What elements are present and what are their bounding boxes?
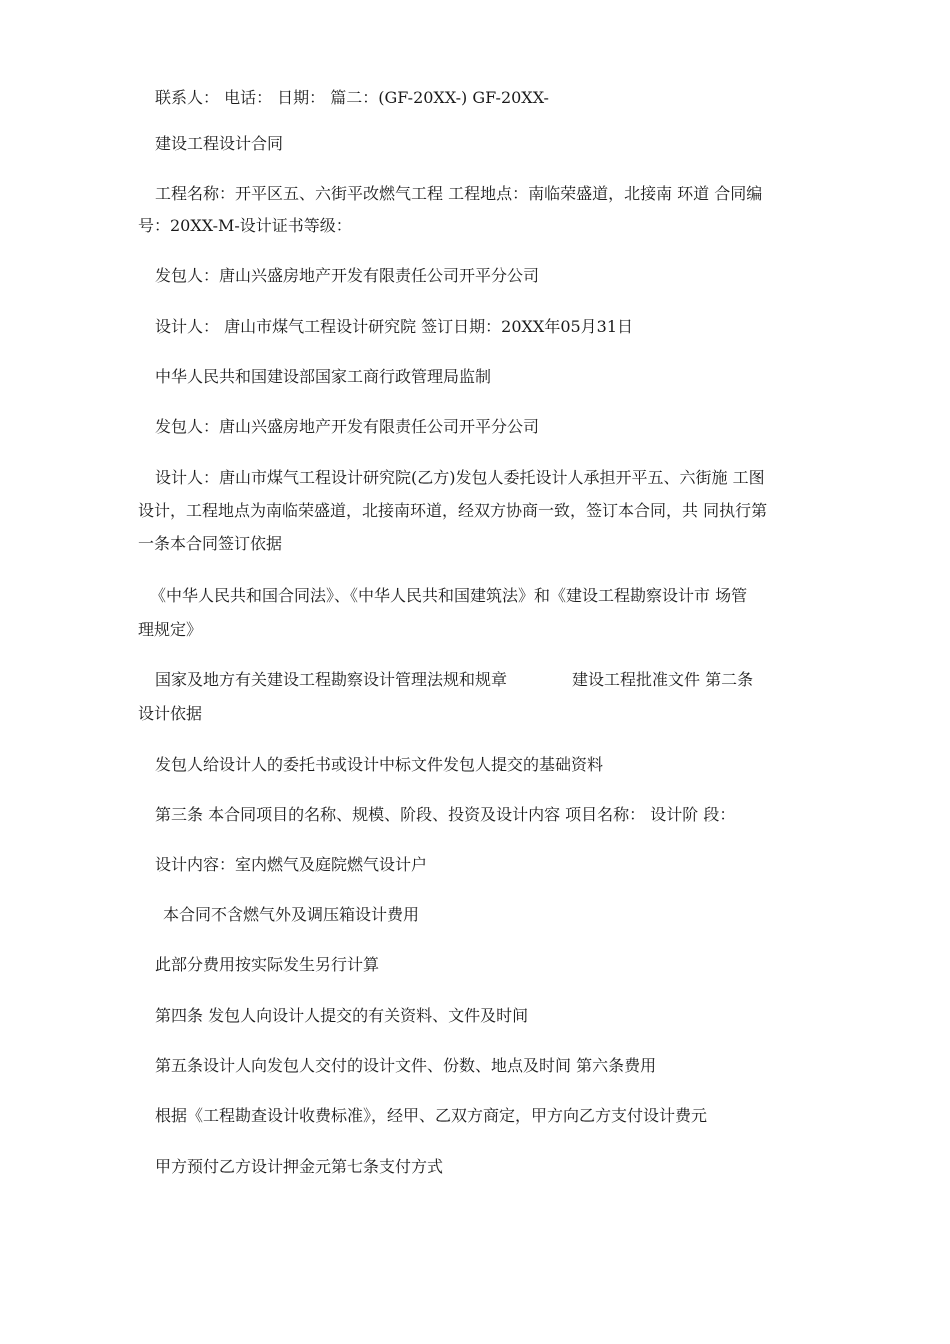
- design-content-line: 设计内容：室内燃气及庭院燃气设计户: [155, 855, 428, 874]
- designer-paragraph-line-2: 设计，工程地点为南临荣盛道，北接南环道，经双方协商一致，签订本合同，共 同执行第: [138, 501, 768, 520]
- contract-title: 建设工程设计合同: [155, 134, 284, 153]
- project-info-line-1: 工程名称：开平区五、六街平改燃气工程 工程地点：南临荣盛道，北接南 环道 合同编: [155, 184, 763, 203]
- approval-docs-line: 建设工程批准文件 第二条: [572, 670, 754, 689]
- designer-sign-date-line: 设计人： 唐山市煤气工程设计研究院 签订日期：20XX年05月31日: [155, 317, 634, 336]
- laws-line-2: 理规定》: [138, 620, 203, 639]
- employer-line-2: 发包人：唐山兴盛房地产开发有限责任公司开平分公司: [155, 417, 540, 436]
- employer-line: 发包人：唐山兴盛房地产开发有限责任公司开平分公司: [155, 266, 540, 285]
- article-five-six-line: 第五条设计人向发包人交付的设计文件、份数、地点及时间 第六条费用: [155, 1056, 657, 1075]
- design-basis-heading: 设计依据: [138, 704, 203, 723]
- laws-line-1: 《中华人民共和国合同法》、《中华人民共和国建筑法》和《建设工程勘察设计市 场管: [150, 586, 748, 605]
- designer-paragraph-line-3: 一条本合同签订依据: [138, 534, 283, 553]
- supervisor-line: 中华人民共和国建设部国家工商行政管理局监制: [155, 367, 492, 386]
- contact-line: 联系人： 电话： 日期： 篇二：(GF-20XX-) GF-20XX-: [155, 88, 549, 107]
- article-three-line: 第三条 本合同项目的名称、规模、阶段、投资及设计内容 项目名称： 设计阶 段：: [155, 805, 736, 824]
- regulations-line: 国家及地方有关建设工程勘察设计管理法规和规章: [155, 670, 508, 689]
- design-basis-line: 发包人给设计人的委托书或设计中标文件发包人提交的基础资料: [155, 755, 604, 774]
- fee-calculation-line: 此部分费用按实际发生另行计算: [155, 955, 380, 974]
- article-four-line: 第四条 发包人向设计人提交的有关资料、文件及时间: [155, 1006, 529, 1025]
- fee-exclusion-line: 本合同不含燃气外及调压箱设计费用: [163, 905, 420, 924]
- designer-paragraph-line-1: 设计人：唐山市煤气工程设计研究院(乙方)发包人委托设计人承担开平五、六街施 工图: [155, 468, 765, 487]
- fee-standard-line: 根据《工程勘查设计收费标准》，经甲、乙双方商定，甲方向乙方支付设计费元: [155, 1106, 708, 1125]
- project-info-line-2: 号：20XX-M-设计证书等级：: [138, 216, 352, 235]
- deposit-payment-line: 甲方预付乙方设计押金元第七条支付方式: [155, 1157, 444, 1176]
